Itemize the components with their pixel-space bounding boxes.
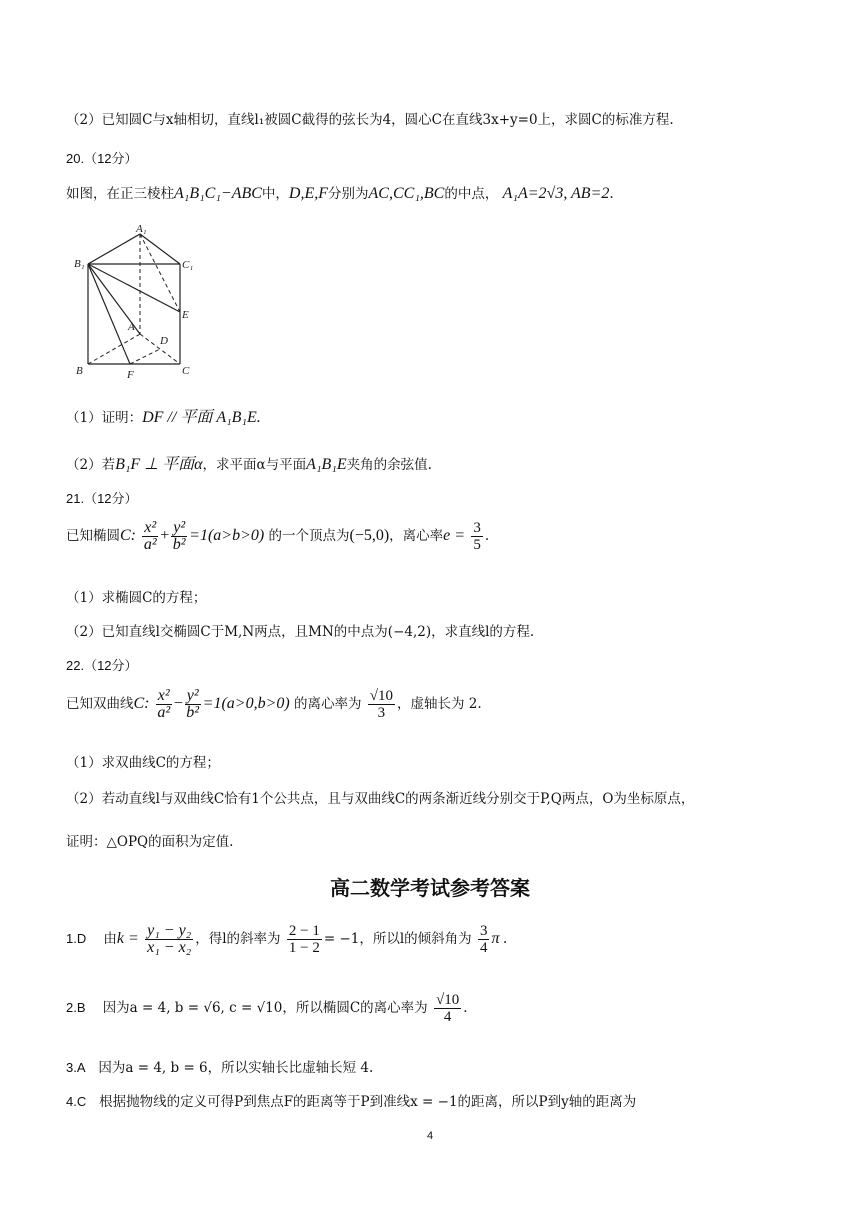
q22-part1: （1）求双曲线C的方程； [66, 755, 220, 771]
answer-1: 1.D 由k = $\frac{\text{y₁ − y₂}}{\text{x₁ − x₂}}$ ，得l的斜率为 $\frac{2 - 1}{1 - 2}$ = −1，所以l的倾斜角为 $\frac{3}{4}$ π . [66, 922, 508, 956]
q21-header: 21.（12分） [66, 491, 138, 506]
q19-part2: （2）已知圆C与x轴相切，直线l₁被圆C截得的弦长为4，圆心C在直线3x+y=0上，求圆C的标准方程. [66, 112, 674, 128]
q21-intro: 已知椭圆C: $\frac{\text{x²}}{\text{a²}}$ + $\frac{\text{y²}}{\text{b²}}$ =1(a>b>0) 的一个顶点为(−5,0)，离心率e = $\frac{3}{5}$ . [66, 519, 490, 553]
answer-2: 2.B 因为a = 4, b = √6, c = √10，所以椭圆C的离心率为 $\frac{√10}{4}$ . [66, 992, 468, 1025]
label-C1: C₁ [182, 259, 194, 271]
label-E: E [182, 309, 189, 321]
label-A1: A₁ [136, 223, 147, 235]
label-A: A [128, 321, 135, 333]
q22-part2: （2）若动直线l与双曲线C恰有1个公共点，且与双曲线C的两条渐近线分别交于P,Q两点，O为坐标原点， [66, 791, 695, 807]
q22-intro: 已知双曲线C: $\frac{\text{x²}}{\text{a²}}$ − $\frac{\text{y²}}{\text{b²}}$ =1(a>0,b>0) 的离心率为 $\frac{√10}{3}$ ，虚轴长为 2. [66, 687, 482, 721]
q21-part2: （2）已知直线l交椭圆C于M,N两点，且MN的中点为(−4,2)，求直线l的方程. [66, 624, 535, 640]
q20-part2: （2）若B₁F ⊥ 平面α，求平面α与平面A₁B₁E夹角的余弦值. [66, 456, 432, 473]
answer-3: 3.A 因为a = 4, b = 6，所以实轴长比虚轴长短 4. [66, 1060, 374, 1076]
q20-header: 20.（12分） [66, 151, 138, 166]
q22-header: 22.（12分） [66, 658, 138, 673]
label-F: F [127, 369, 134, 381]
page-number: 4 [426, 1130, 434, 1142]
q21-part1: （1）求椭圆C的方程； [66, 590, 207, 606]
q20-part1: （1）证明：DF // 平面 A₁B₁E. [66, 409, 261, 426]
q20-intro: 如图，在正三棱柱A₁B₁C₁−ABC中，D,E,F分别为AC,CC₁,BC的中点， A₁A=2√3, AB=2. [66, 185, 614, 202]
label-B: B [76, 365, 83, 377]
prism-figure [72, 222, 202, 382]
answers-title: 高二数学考试参考答案 [330, 876, 530, 900]
q22-part3: 证明：△OPQ的面积为定值. [66, 834, 234, 850]
answer-4: 4.C 根据抛物线的定义可得P到焦点F的距离等于P到准线x = −1的距离，所以P到y轴的距离为 [66, 1094, 637, 1110]
label-C: C [182, 365, 190, 377]
label-D: D [160, 335, 168, 347]
label-B1: B₁ [74, 258, 85, 270]
